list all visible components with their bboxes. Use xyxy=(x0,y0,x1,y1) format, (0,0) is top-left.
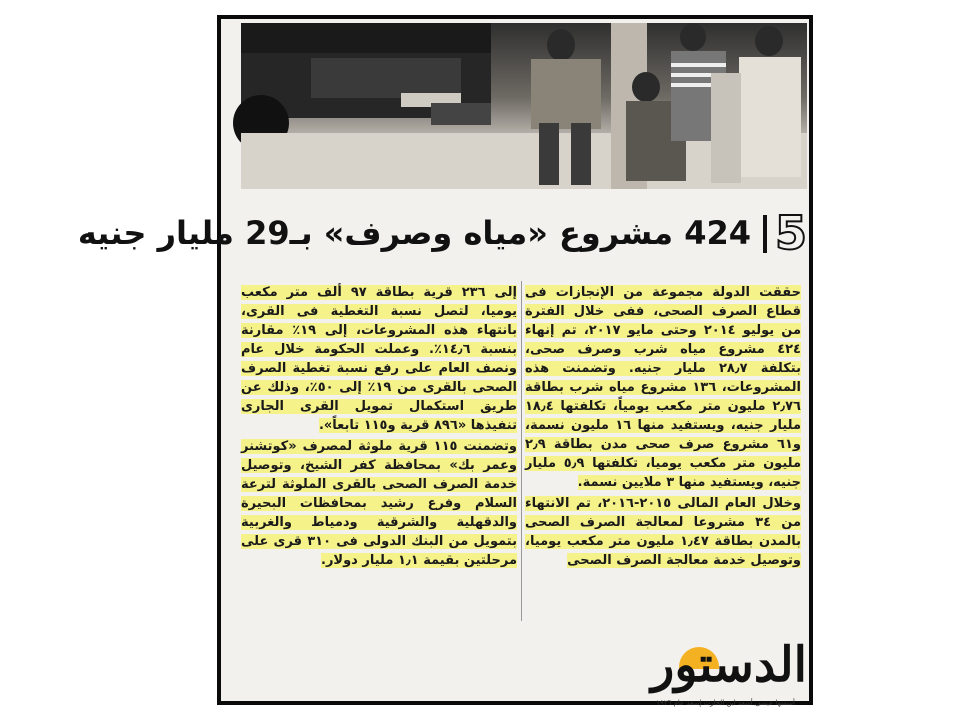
article-column-right xyxy=(525,283,801,572)
highlighted-text: حققت الدولة مجموعة من الإنجازات فى قطاع الصرف الصحى، ففى خلال الفترة من يوليو ٢٠١٤ وحتى مايو ٢٠١٧، تم إنهاء ٤٢٤ مشروع مياه شرب وصرف صحى، بتكلفة ٢٨٫٧ مليار جنيه. وتضمنت هذه المشروعات، ١٣٦ مشروع مياه شرب بطاقة ٢٫٧٦ مليون متر مكعب يومياً، تكلفتها ١٨٫٤ مليار جنيه، ويستفيد منها ١٦ مليون نسمة، و٦١ مشروع صرف صحى مدن بطاقة ٢٫٩ مليون متر مكعب يوميا، تكلفتها ٥٫٩ مليار جنيه، ويستفيد منها ٣ ملايين نسمة. xyxy=(525,285,802,490)
paragraph xyxy=(525,494,801,570)
highlighted-text: وخلال العام المالى ٢٠١٥-٢٠١٦، تم الانتهاء من ٣٤ مشروعا لمعالجة الصرف الصحى بالمدن بطاقة ١٫٤٧ مليون متر مكعب يوميا، وتوصيل خدمة معالجة الصرف الصحى xyxy=(525,496,802,568)
newspaper-name: الدستور xyxy=(651,637,807,693)
paragraph xyxy=(525,283,801,492)
newspaper-masthead-logo xyxy=(597,637,807,707)
section-number: 5 xyxy=(774,206,807,260)
newspaper-clipping xyxy=(77,15,813,707)
article-photo xyxy=(241,23,807,189)
headline-row xyxy=(77,205,807,261)
highlighted-text: وتضمنت ١١٥ قرية ملوثة لمصرف «كوتشنر وعمر بك» بمحافظة كفر الشيخ، وتوصيل خدمة الصرف الصحى بالقرى الملوثة لترعة السلام وفرع رشيد بمحافظات البحيرة والدقهلية والشرقية ودمياط والغربية بتمويل من البنك الدولى فى ٣١٠ قرى على مرحلتين بقيمة ١٫١ مليار دولار. xyxy=(241,439,517,568)
section-divider-bar xyxy=(763,215,767,253)
article-column-left xyxy=(241,283,517,572)
highlighted-text: إلى ٢٣٦ قرية بطاقة ٩٧ ألف متر مكعب يوميا، لتصل نسبة التغطية فى القرى، بانتهاء هذه المشروعات، إلى ١٩٪ مقارنة بنسبة ١٤٫٦٪. وعملت الحكومة خلال عام ونصف العام على رفع نسبة تغطية الصرف الصحى بالقرى من ١٩٪ إلى ٥٠٪، وذلك عن طريق استكمال تمويل القرى الجارى تنفيذها «٨٩٦ قرية و١١٥ تابعاً». xyxy=(241,285,518,433)
article-headline: 424 مشروع «مياه وصرف» بـ29 مليار جنيه xyxy=(77,214,751,252)
column-divider xyxy=(521,281,522,621)
masthead-tagline: أسسها عيسى أسعد ابن الحارث إسعد عام ١٩٢٦ xyxy=(656,699,795,707)
paragraph xyxy=(241,283,517,435)
paragraph xyxy=(241,437,517,570)
